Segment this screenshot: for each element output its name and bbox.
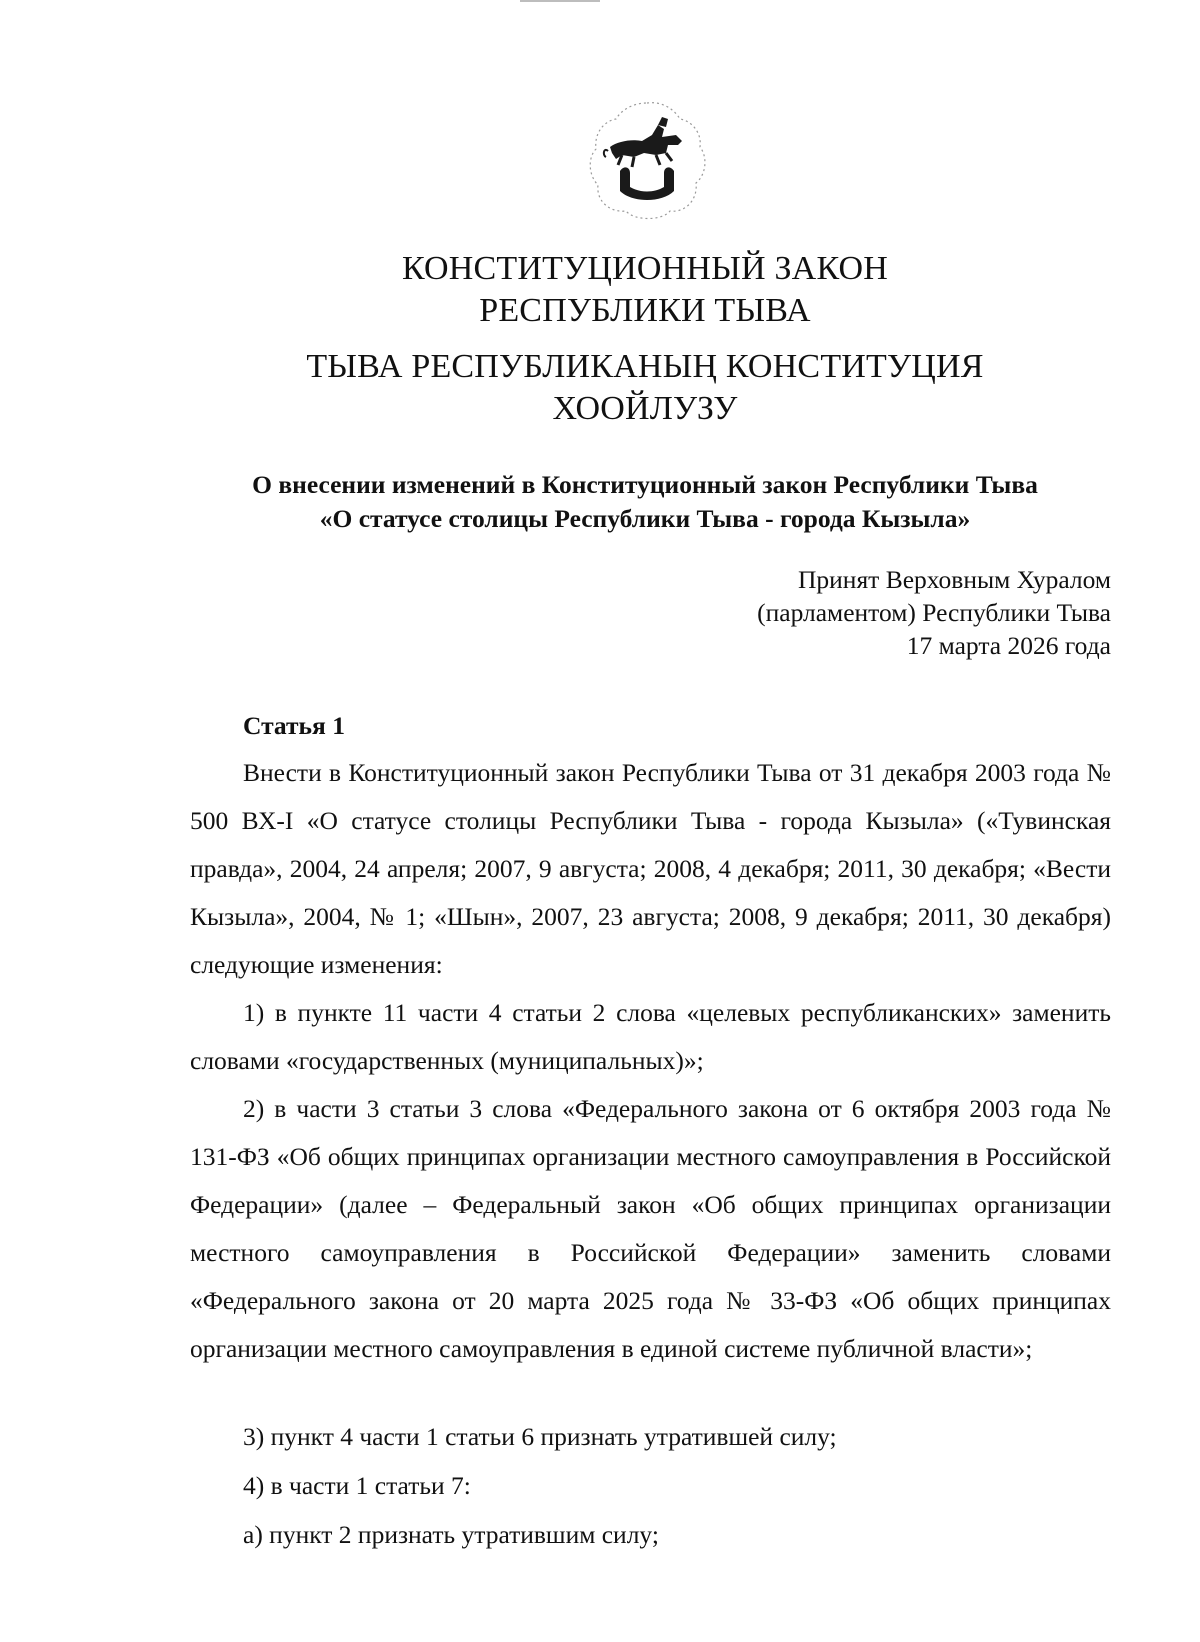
intro-text: Внести в Конституционный закон Республики Тыва от 31 декабря 2003 года № 500 ВХ-I «О статусе столицы Республики Тыва - города Кызыла» («Тувинская правда», 2004, 24 апреля; 2007, 9 августа; 2008, 4 декабря; 2011, 30 декабря; «Вести Кызыла», 2004, № 1; «Шын», 2007, 23 августа; 2008, 9 декабря; 2011, 30 декабря) следующие изменения: [190,758,1111,979]
article-item-4a [190,1511,1111,1559]
subject-line1: О внесении изменений в Конституционный закон Республики Тыва [252,470,1038,499]
article-item-1 [190,989,1111,1085]
subject-line2: «О статусе столицы Республики Тыва - города Кызыла» [319,504,971,533]
coat-of-arms-icon [582,95,712,225]
article-heading: Статья 1 [243,711,345,740]
item-3-text: 3) пункт 4 части 1 статьи 6 признать утратившей силу; [243,1422,837,1451]
law-title-tuvan [0,346,1200,430]
item-4-text: 4) в части 1 статьи 7: [243,1471,471,1500]
title-ru-line2: РЕСПУБЛИКИ ТЫВА [479,292,811,329]
title-tv-line1: ТЫВА РЕСПУБЛИКАНЫҢ КОНСТИТУЦИЯ [306,348,984,385]
adopted-line1: Принят Верховным Хуралом [798,565,1111,594]
article-intro-paragraph [190,749,1111,989]
law-title-russian [0,248,1200,332]
adoption-note [757,563,1111,662]
item-2-text: 2) в части 3 статьи 3 слова «Федерального закона от 6 октября 2003 года № 131-ФЗ «Об общих принципах организации местного самоуправления в Российской Федерации» (далее – Федеральный закон «Об общих принципах организации местного самоуправления в Российской Федерации» заменить словами «Федерального закона от 20 марта 2025 года № 33-ФЗ «Об общих принципах организации местного самоуправления в единой системе публичной власти»; [190,1094,1111,1363]
scan-artifact [520,0,600,2]
article-item-2 [190,1085,1111,1373]
article-item-3 [190,1413,1111,1461]
title-tv-line2: ХООЙЛУЗУ [552,390,738,427]
article-item-4 [190,1462,1111,1510]
adopted-line2: (парламентом) Республики Тыва [757,598,1111,627]
coat-of-arms-emblem [582,95,712,225]
title-ru-line1: КОНСТИТУЦИОННЫЙ ЗАКОН [402,250,888,287]
adopted-date: 17 марта 2026 года [906,631,1111,660]
law-subject [150,468,1140,536]
item-4a-text: а) пункт 2 признать утратившим силу; [243,1520,659,1549]
item-1-text: 1) в пункте 11 части 4 статьи 2 слова «целевых республиканских» заменить словами «государственных (муниципальных)»; [190,998,1111,1075]
